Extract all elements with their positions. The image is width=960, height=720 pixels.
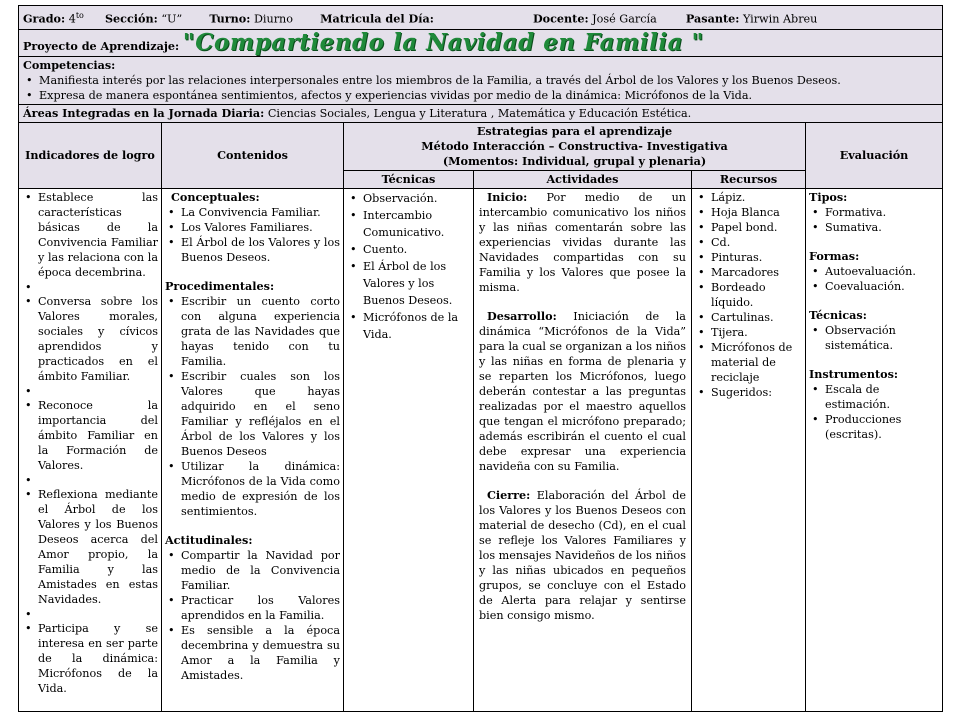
eval-tipos-list xyxy=(809,205,939,235)
inicio-text: Por medio de un intercambio comunicativo los niños y las niñas comentarán sobre las experiencias vividas durante las Navidades compartidas con su Familia y los Valores que posee la misma. xyxy=(479,190,686,294)
eval-instrumento-item: • Escala de estimación. xyxy=(809,382,939,412)
grado-value: 4 xyxy=(68,12,76,26)
actitudinales-label: Actitudinales: xyxy=(165,532,253,547)
actitudinal-item: • Practicar los Valores aprendidos en la Familia. xyxy=(165,593,340,623)
indicadores-list xyxy=(22,190,158,696)
procedimentales-label: Procedimentales: xyxy=(165,278,275,293)
docente-label: Docente: xyxy=(532,11,589,26)
areas-value: Ciencias Sociales, Lengua y Literatura , Matemática y Educación Estética. xyxy=(267,106,692,120)
competencia-item: • Expresa de manera espontánea sentimientos, afectos y experiencias vividas por medio de la dinámica: Micrófonos de la Vida. xyxy=(23,88,938,103)
estrategias-metodo: Método Interacción – Constructiva- Investigativa xyxy=(421,138,728,153)
recurso-item: • Hoja Blanca xyxy=(695,205,802,220)
eval-tecnica-item: • Observación sistemática. xyxy=(809,323,939,353)
desarrollo-block xyxy=(479,309,686,474)
inicio-block xyxy=(479,190,686,295)
pasante-label: Pasante: xyxy=(685,11,740,26)
cierre-label: Cierre: xyxy=(487,487,531,502)
recurso-item: • Papel bond. xyxy=(695,220,802,235)
actitudinal-item: • Es sensible a la época decembrina y demuestra su Amor a la Familia y Amistades. xyxy=(165,623,340,683)
recurso-item: • Lápiz. xyxy=(695,190,802,205)
competencias-label: Competencias: xyxy=(23,57,116,72)
contenidos-cell xyxy=(162,188,344,711)
tecnicas-cell xyxy=(344,188,474,711)
recursos-header: Recursos xyxy=(692,170,806,188)
estrategias-header xyxy=(344,122,806,170)
conceptual-item: • Los Valores Familiares. xyxy=(165,220,340,235)
lesson-plan xyxy=(18,5,942,717)
grado-label: Grado: xyxy=(23,11,66,26)
desarrollo-text: Iniciación de la dinámica “Micrófonos de la Vida” para la cual se organizan a los niños y las niñas en forma de plenaria y se reparten los Micrófonos, luego deberán contestar a las preguntas realizadas por el maestro aquellos que tengan el micrófono preparado; además escribirán el cuento el cual debe expresar una experiencia navideña con su Familia. xyxy=(479,309,686,473)
grado-sup: to xyxy=(75,11,84,20)
eval-tecnicas-list xyxy=(809,323,939,353)
eval-forma-item: • Autoevaluación. xyxy=(809,264,939,279)
tecnica-item: • El Árbol de los Valores y los Buenos Deseos. xyxy=(347,258,470,309)
conceptual-item: • La Convivencia Familiar. xyxy=(165,205,340,220)
procedimental-item: • Escribir cuales son los Valores que hayas adquirido en el seno Familiar y refléjalos en el Árbol de los Valores y los Buenos Deseos xyxy=(165,369,340,459)
indicador-item: • Reconoce la importancia del ámbito Familiar en la Formación de Valores. xyxy=(22,398,158,473)
indicador-item: • Conversa sobre los Valores morales, sociales y cívicos aprendidos y practicados en el ámbito Familiar. xyxy=(22,294,158,384)
estrategias-title: Estrategias para el aprendizaje xyxy=(476,123,673,138)
indicador-item: • Establece las características básicas de la Convivencia Familiar y las relaciona con la época decembrina. xyxy=(22,190,158,280)
header-row xyxy=(19,6,943,30)
proyecto-title: "Compartiendo la Navidad en Familia " xyxy=(182,28,704,56)
eval-instrumento-item: • Producciones (escritas). xyxy=(809,412,939,442)
column-headers xyxy=(19,122,943,170)
procedimental-item: • Utilizar la dinámica: Micrófonos de la Vida como medio de expresión de los sentimientos. xyxy=(165,459,340,519)
cierre-text: Elaboración del Árbol de los Valores y los Buenos Deseos con material de desecho (Cd), en el cual se refleje los Valores Familiares y los mensajes Navideños de los niños y las niñas ubicados en pequeños grupos, se concluye con el Estado de Alerta para relajar y sentirse bien consigo mismo. xyxy=(479,488,687,622)
tecnica-item: • Cuento. xyxy=(347,241,470,258)
competencia-item: • Manifiesta interés por las relaciones interpersonales entre los miembros de la Familia, a través del Árbol de los Valores y los Buenos Deseos. xyxy=(23,73,938,88)
matricula-label: Matricula del Día: xyxy=(320,11,434,26)
conceptual-item: • El Árbol de los Valores y los Buenos Deseos. xyxy=(165,235,340,265)
desarrollo-label: Desarrollo: xyxy=(487,308,557,323)
areas-label: Áreas Integradas en la Jornada Diaria: xyxy=(23,105,265,120)
recursos-cell xyxy=(692,188,806,711)
lesson-plan-table xyxy=(18,5,943,712)
evaluacion-cell xyxy=(806,188,943,711)
indicador-item: • Reflexiona mediante el Árbol de los Valores y los Buenos Deseos acerca del Amor propio, la Familia y las Amistades en estas Navidades. xyxy=(22,487,158,607)
estrategias-momentos: (Momentos: Individual, grupal y plenaria) xyxy=(442,153,707,168)
tecnicas-header: Técnicas xyxy=(344,170,474,188)
docente-value: José García xyxy=(592,12,657,26)
recurso-item: • Micrófonos de material de reciclaje xyxy=(695,340,802,385)
proyecto-label: Proyecto de Aprendizaje: xyxy=(23,38,180,53)
eval-forma-item: • Coevaluación. xyxy=(809,279,939,294)
eval-tecnicas-label: Técnicas: xyxy=(809,307,867,322)
actitudinal-item: • Compartir la Navidad por medio de la Convivencia Familiar. xyxy=(165,548,340,593)
turno-value: Diurno xyxy=(253,12,293,26)
recurso-item: • Tijera. xyxy=(695,325,802,340)
eval-formas-label: Formas: xyxy=(809,248,860,263)
eval-tipo-item: • Formativa. xyxy=(809,205,939,220)
eval-instrumentos-label: Instrumentos: xyxy=(809,366,899,381)
seccion-value: “U” xyxy=(161,12,183,26)
eval-formas-list xyxy=(809,264,939,294)
eval-instrumentos-list xyxy=(809,382,939,442)
turno-label: Turno: xyxy=(209,11,251,26)
recursos-list xyxy=(695,190,802,400)
eval-tipo-item: • Sumativa. xyxy=(809,220,939,235)
actitudinales-list xyxy=(165,548,340,683)
actividades-header: Actividades xyxy=(474,170,692,188)
body-row xyxy=(19,188,943,711)
recurso-item: • Cd. xyxy=(695,235,802,250)
seccion-label: Sección: xyxy=(104,11,158,26)
indicador-item: • Participa y se interesa en ser parte de la dinámica: Micrófonos de la Vida. xyxy=(22,621,158,696)
tecnicas-list xyxy=(347,190,470,343)
evaluacion-header: Evaluación xyxy=(806,122,943,188)
tecnica-item: • Intercambio Comunicativo. xyxy=(347,207,470,241)
procedimental-item: • Escribir un cuento corto con alguna experiencia grata de las Navidades que hayas tenido con tu Familia. xyxy=(165,294,340,369)
recurso-item: • Sugeridos: xyxy=(695,385,802,400)
competencias-row xyxy=(19,56,943,104)
indicadores-cell xyxy=(19,188,162,711)
conceptuales-label: Conceptuales: xyxy=(171,189,260,204)
eval-tipos-label: Tipos: xyxy=(809,189,848,204)
recurso-item: • Cartulinas. xyxy=(695,310,802,325)
contenidos-header: Contenidos xyxy=(162,122,344,188)
competencias-list xyxy=(23,73,938,103)
cierre-block xyxy=(479,488,686,623)
recurso-item: • Bordeado líquido. xyxy=(695,280,802,310)
proyecto-row xyxy=(19,29,943,56)
indicadores-header: Indicadores de logro xyxy=(19,122,162,188)
conceptuales-list xyxy=(165,205,340,265)
tecnica-item: • Micrófonos de la Vida. xyxy=(347,309,470,343)
actividades-cell xyxy=(474,188,692,711)
pasante-value: Yirwin Abreu xyxy=(742,12,818,26)
inicio-label: Inicio: xyxy=(487,189,528,204)
tecnica-item: • Observación. xyxy=(347,190,470,207)
areas-row xyxy=(19,104,943,122)
recurso-item: • Pinturas. xyxy=(695,250,802,265)
procedimentales-list xyxy=(165,294,340,519)
recurso-item: • Marcadores xyxy=(695,265,802,280)
